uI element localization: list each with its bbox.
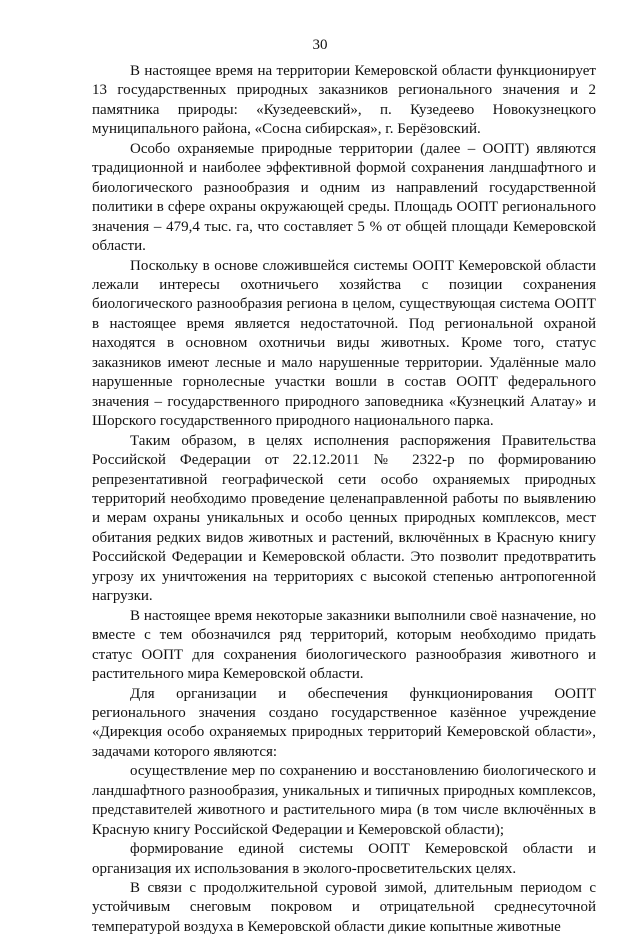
paragraph-winter-conditions: В связи с продолжительной суровой зимой, длительным периодом с устойчивым снеговым покровом и отрицательной среднесуточной температурой воздуха в Кемеровской области дикие копытные животные [92, 880, 596, 935]
page-number: 30 [312, 37, 328, 53]
paragraph-task-conservation: осуществление мер по сохранению и восстановлению биологического и ландшафтного разнообразия, уникальных и типичных природных комплексов, представителей животного и растительного мира (в том числе включённых в Красную книгу Российской Федерации и Кемеровской области); [92, 763, 596, 838]
paragraph-reserves-status: В настоящее время некоторые заказники выполнили своё назначение, но вместе с тем обозначился ряд территорий, которым необходимо придать статус ООПТ для сохранения биологического разнообразия животного и растительного мира Кемеровской области. [92, 607, 596, 683]
paragraph-protected-areas-count: В настоящее время на территории Кемеровской области функционирует 13 государственных природных заказников регионального значения и 2 памятника природы: «Кузедеевский», п. Кузедеево Новокузнецкого муниципального района, «Сосна сибирская», г. Берёзовский. [92, 63, 596, 138]
paragraph-directorate: Для организации и обеспечения функционирования ООПТ регионального значения создано государственное казённое учреждение «Дирекция особо охраняемых природных территорий Кемеровской области», задачами которого являются: [92, 685, 596, 760]
paragraph-government-order: Таким образом, в целях исполнения распоряжения Правительства Российской Федерации от 22.12.2011 № 2322-р по формированию репрезентативной географической сети особо охраняемых природных территорий необходимо проведение целенаправленной работы по выявлению и мерам охраны уникальных и особо ценных природных комплексов, мест обитания редких видов животных и растений, включённых в Красную книгу Российской Федерации и Кемеровской области. Это позволит предотвратить угрозу их уничтожения на территориях с высокой степенью антропогенной нагрузки. [92, 432, 596, 605]
document-body [92, 62, 596, 937]
paragraph-task-system: формирование единой системы ООПТ Кемеровской области и организация их использования в эколого-просветительских целях. [92, 841, 596, 877]
paragraph-oopt-definition: Особо охраняемые природные территории (далее – ООПТ) являются традиционной и наиболее эффективной формой сохранения ландшафтного и биологического разнообразия и одним из направлений государственной политики в сфере охраны окружающей среды. Площадь ООПТ регионального значения – 479,4 тыс. га, что составляет 5 % от общей площади Кемеровской области. [92, 140, 596, 255]
paragraph-system-insufficiency: Поскольку в основе сложившейся системы ООПТ Кемеровской области лежали интересы охотничьего хозяйства с позиции сохранения биологического разнообразия региона в целом, существующая система ООПТ в настоящее время является недостаточной. Под региональной охраной находятся в основном охотничьи виды животных. Кроме того, статус заказников имеют лесные и мало нарушенные территории. Удалённые мало нарушенные горнолесные участки вошли в состав ООПТ федерального значения – государственного природного заповедника «Кузнецкий Алатау» и Шорского государственного природного национального парка. [92, 257, 596, 430]
